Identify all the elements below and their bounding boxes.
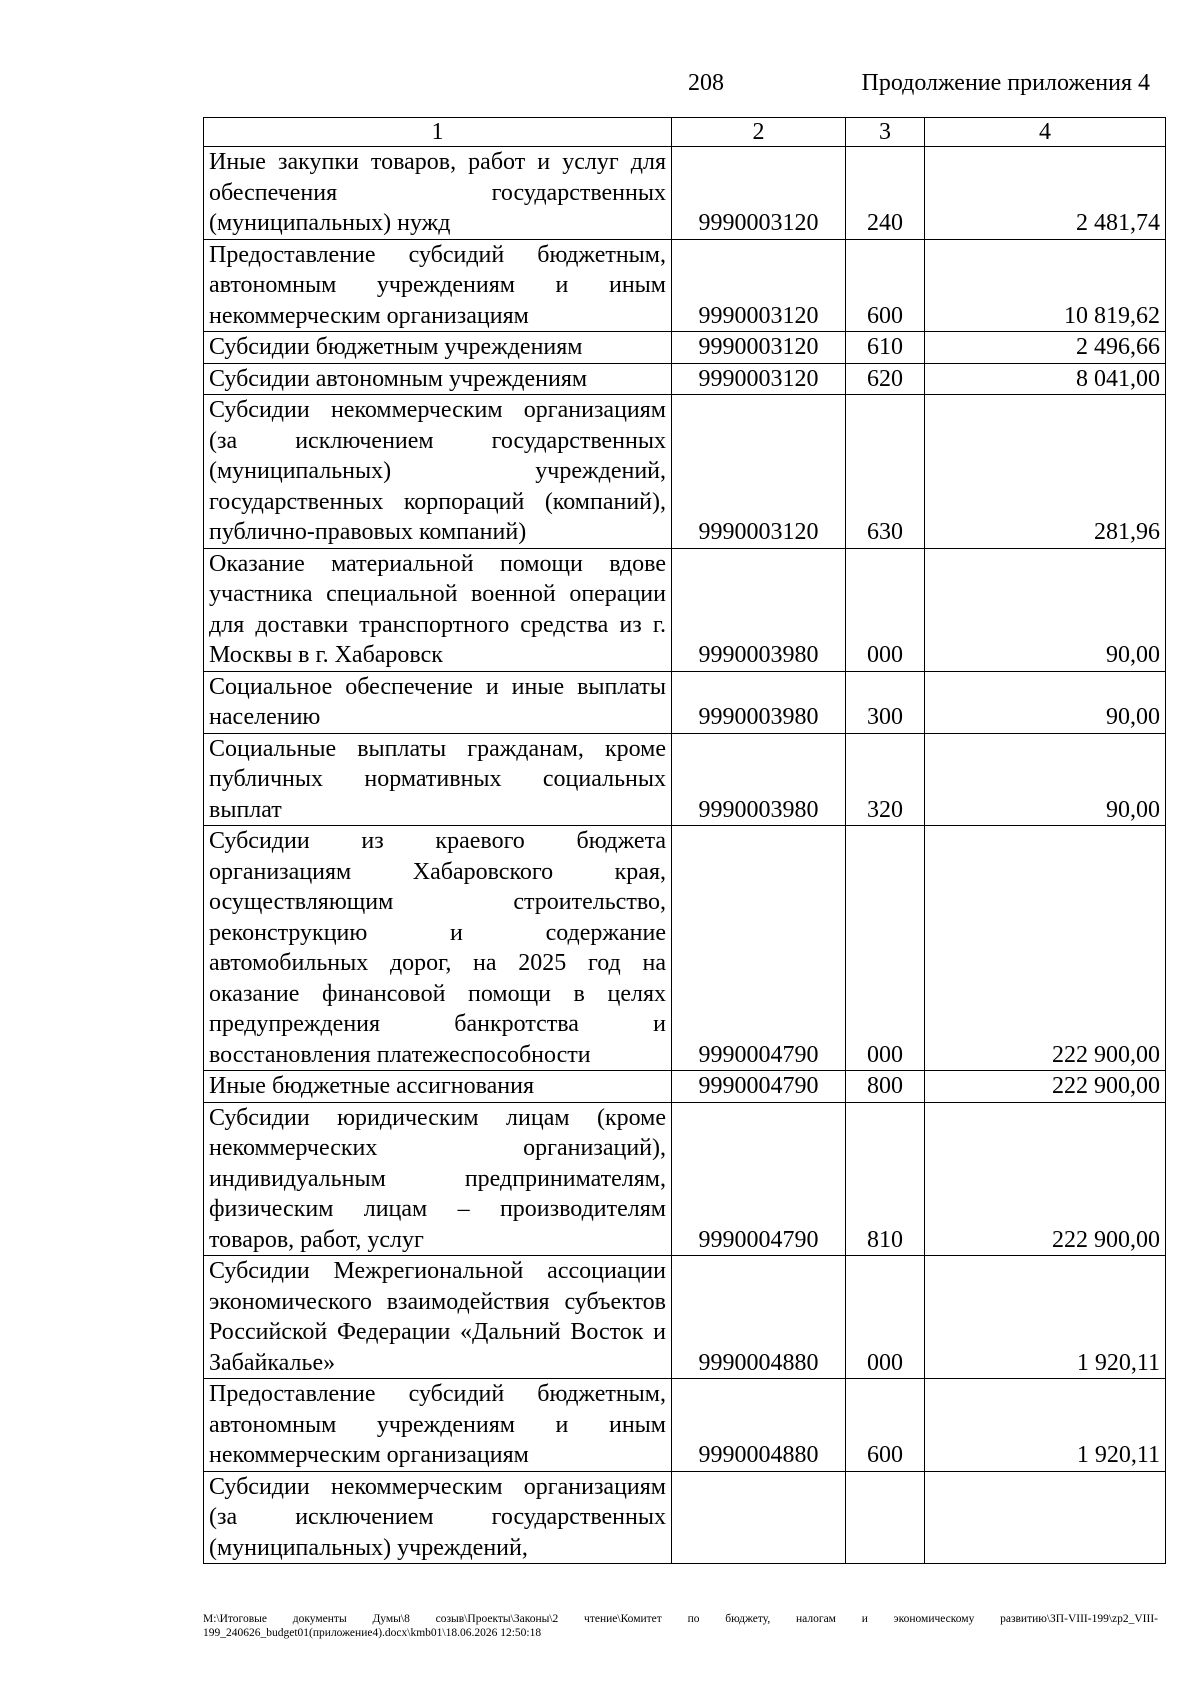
page-number: 208 <box>688 70 724 96</box>
row-type-cell: 000 <box>846 1256 925 1379</box>
row-amount-cell: 222 900,00 <box>925 1102 1166 1256</box>
row-type-cell: 620 <box>846 363 925 395</box>
row-name-cell: Субсидии некоммерческим организациям (за исключением государственных (муниципальных) учреждений, <box>204 1471 672 1564</box>
column-header-2: 2 <box>672 118 846 147</box>
row-amount-cell: 8 041,00 <box>925 363 1166 395</box>
row-type-cell: 000 <box>846 548 925 671</box>
table-row <box>204 1071 1166 1103</box>
table-row <box>204 332 1166 364</box>
row-amount-cell: 281,96 <box>925 395 1166 549</box>
row-code-cell: 9990003120 <box>672 395 846 549</box>
table-row <box>204 733 1166 826</box>
row-code-cell: 9990003120 <box>672 363 846 395</box>
table-row <box>204 1379 1166 1472</box>
row-name-cell: Социальные выплаты гражданам, кроме публичных нормативных социальных выплат <box>204 733 672 826</box>
row-code-cell: 9990003980 <box>672 671 846 733</box>
row-type-cell: 300 <box>846 671 925 733</box>
row-type-cell: 610 <box>846 332 925 364</box>
table-row <box>204 1102 1166 1256</box>
row-type-cell: 600 <box>846 1379 925 1472</box>
row-code-cell: 9990004790 <box>672 1071 846 1103</box>
row-name-cell: Субсидии юридическим лицам (кроме некоммерческих организаций), индивидуальным предпринимателям, физическим лицам – производителям товаров, работ, услуг <box>204 1102 672 1256</box>
table-row <box>204 548 1166 671</box>
column-header-1: 1 <box>204 118 672 147</box>
row-type-cell: 630 <box>846 395 925 549</box>
row-type-cell: 800 <box>846 1071 925 1103</box>
file-path-footer: M:\Итоговые документы Думы\8 созыв\Проекты\Законы\2 чтение\Комитет по бюджету, налогам и экономическому развитию\ЗП-VIII-199\zp2_VIII-199_240626_budget01(приложение4).docx\kmb01\18.06.2026 12:50:18 <box>203 1613 1158 1639</box>
row-amount-cell: 90,00 <box>925 671 1166 733</box>
row-type-cell: 000 <box>846 826 925 1071</box>
row-name-cell: Субсидии некоммерческим организациям (за исключением государственных (муниципальных) учреждений, государственных корпораций (компаний), публично-правовых компаний) <box>204 395 672 549</box>
column-header-4: 4 <box>925 118 1166 147</box>
table-row <box>204 826 1166 1071</box>
row-type-cell: 810 <box>846 1102 925 1256</box>
row-code-cell: 9990004880 <box>672 1379 846 1472</box>
table-header-row <box>204 118 1166 147</box>
row-name-cell: Предоставление субсидий бюджетным, автономным учреждениям и иным некоммерческим организациям <box>204 239 672 332</box>
row-code-cell: 9990003980 <box>672 733 846 826</box>
row-type-cell <box>846 1471 925 1564</box>
row-code-cell: 9990004880 <box>672 1256 846 1379</box>
table-row <box>204 1471 1166 1564</box>
column-header-3: 3 <box>846 118 925 147</box>
continuation-label: Продолжение приложения 4 <box>861 70 1150 96</box>
row-amount-cell: 1 920,11 <box>925 1379 1166 1472</box>
row-type-cell: 320 <box>846 733 925 826</box>
row-name-cell: Оказание материальной помощи вдове участника специальной военной операции для доставки транспортного средства из г. Москвы в г. Хабаровск <box>204 548 672 671</box>
row-code-cell: 9990004790 <box>672 826 846 1071</box>
row-amount-cell: 1 920,11 <box>925 1256 1166 1379</box>
row-amount-cell: 2 481,74 <box>925 147 1166 240</box>
budget-table <box>203 117 1166 1564</box>
row-code-cell: 9990004790 <box>672 1102 846 1256</box>
row-name-cell: Иные закупки товаров, работ и услуг для обеспечения государственных (муниципальных) нужд <box>204 147 672 240</box>
row-amount-cell: 2 496,66 <box>925 332 1166 364</box>
row-code-cell: 9990003120 <box>672 147 846 240</box>
row-name-cell: Иные бюджетные ассигнования <box>204 1071 672 1103</box>
table-row <box>204 671 1166 733</box>
table-row <box>204 395 1166 549</box>
row-amount-cell: 10 819,62 <box>925 239 1166 332</box>
row-type-cell: 600 <box>846 239 925 332</box>
row-amount-cell: 222 900,00 <box>925 1071 1166 1103</box>
table-row <box>204 239 1166 332</box>
table-row <box>204 363 1166 395</box>
table-row <box>204 1256 1166 1379</box>
page-header <box>0 70 1200 102</box>
row-name-cell: Социальное обеспечение и иные выплаты населению <box>204 671 672 733</box>
row-name-cell: Субсидии бюджетным учреждениям <box>204 332 672 364</box>
row-amount-cell <box>925 1471 1166 1564</box>
row-name-cell: Субсидии из краевого бюджета организациям Хабаровского края, осуществляющим строительство, реконструкцию и содержание автомобильных дорог, на 2025 год на оказание финансовой помощи в целях предупреждения банкротства и восстановления платежеспособности <box>204 826 672 1071</box>
row-code-cell: 9990003980 <box>672 548 846 671</box>
row-amount-cell: 90,00 <box>925 733 1166 826</box>
row-name-cell: Субсидии автономным учреждениям <box>204 363 672 395</box>
row-name-cell: Предоставление субсидий бюджетным, автономным учреждениям и иным некоммерческим организациям <box>204 1379 672 1472</box>
row-name-cell: Субсидии Межрегиональной ассоциации экономического взаимодействия субъектов Российской Федерации «Дальний Восток и Забайкалье» <box>204 1256 672 1379</box>
row-code-cell: 9990003120 <box>672 239 846 332</box>
row-amount-cell: 90,00 <box>925 548 1166 671</box>
row-code-cell <box>672 1471 846 1564</box>
row-amount-cell: 222 900,00 <box>925 826 1166 1071</box>
table-row <box>204 147 1166 240</box>
row-type-cell: 240 <box>846 147 925 240</box>
row-code-cell: 9990003120 <box>672 332 846 364</box>
